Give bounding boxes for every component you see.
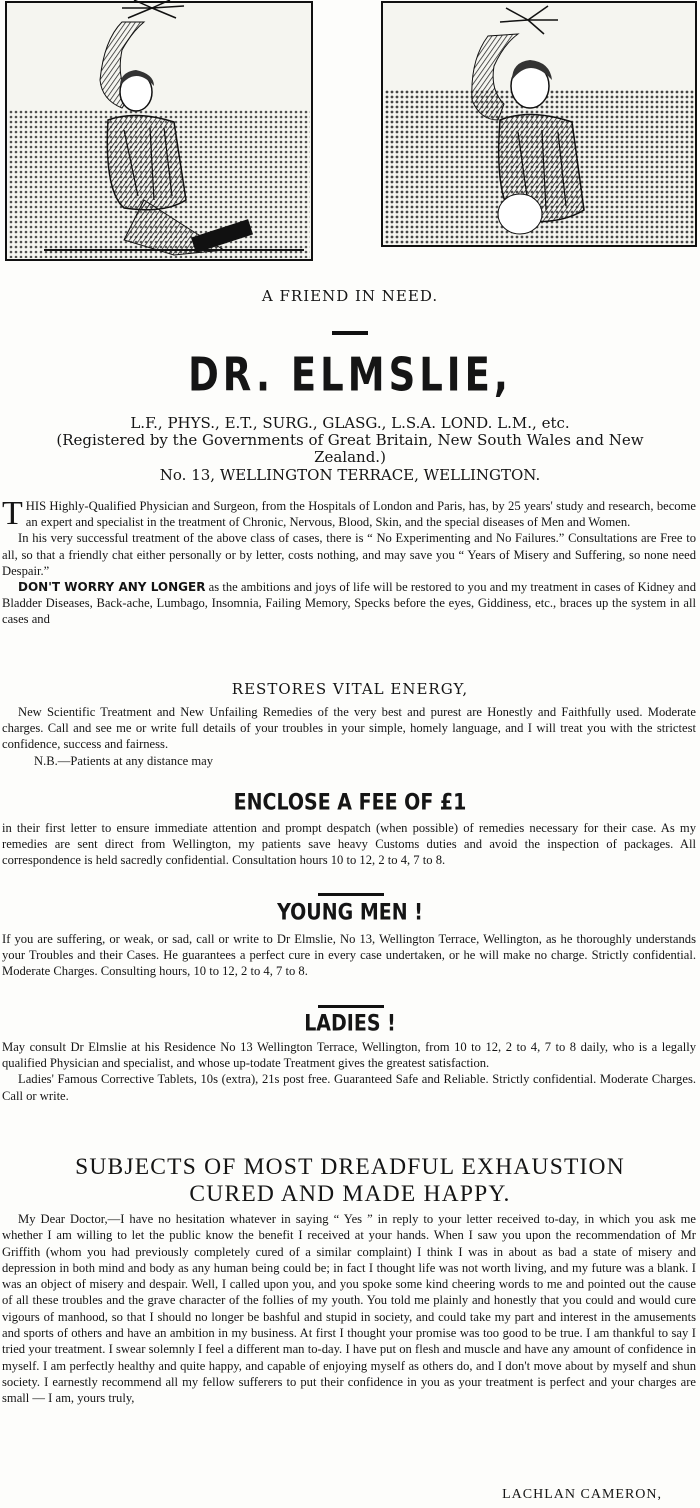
torch-figure-illustration-left (4, 0, 314, 262)
intro-paragraph: HIS Highly-Qualified Physician and Surgeon, from the Hospitals of London and Paris, has, by 25 years' study and research, become an expert and specialist in the treatment of Chronic, Nervous, Blood, Skin, and the special diseases of Men and Women. (25, 499, 696, 530)
signature-name: LACHLAN CAMERON, (502, 1487, 662, 1502)
registered-line: (Registered by the Governments of Great Britain, New South Wales and New (56, 431, 644, 449)
ladies-paragraph: May consult Dr Elmslie at his Residence No 13 Wellington Terrace, Wellington, from 10 to 12, 2 to 4, 7 to 8 daily, who is a legally qualified Physician and specialist, and whose up-todate Treatment gives the greatest satisfaction. (2, 1040, 696, 1071)
ladies-heading: LADIES ! (304, 1011, 396, 1037)
divider (318, 893, 384, 896)
torch-figure-illustration-right (380, 0, 698, 262)
intro-section (2, 495, 696, 628)
testimonial-letter (2, 1211, 696, 1407)
doctor-name-title: DR. ELMSLIE, (188, 348, 512, 402)
young-men-paragraph: If you are suffering, or weak, or sad, call or write to Dr Elmslie, No 13, Wellington Terrace, Wellington, as he thoroughly understands your Troubles and their Cases. He guarantees a perfect cure in every case undertaken, or he will make no charge. Strictly confidential. Moderate Charges. Consulting hours, 10 to 12, 2 to 4, 7 to 8. (2, 932, 696, 979)
dont-worry-paragraph (2, 579, 696, 628)
vital-energy-heading: RESTORES VITAL ENERGY, (231, 680, 469, 698)
dont-worry-lead: DON'T WORRY ANY LONGER (18, 580, 206, 595)
dont-worry-text: as the ambitions and joys of life will be restored to you and my treatment in cases of Kidney and Bladder Diseases, Back-ache, Lumbago, Insomnia, Failing Memory, Specks before the eyes, Giddiness, etc., braces up the system in all cases and (2, 580, 696, 627)
fee-paragraph: in their first letter to ensure immediate attention and prompt despatch (when possible) of remedies necessary for their case. As my remedies are sent direct from Wellington, my patients save heavy Customs duties and avoid the inspection of packages. All correspondence is held sacredly confidential. Consultation hours 10 to 12, 2 to 4, 7 to 8. (2, 821, 696, 868)
young-men-heading: YOUNG MEN ! (277, 900, 423, 926)
drop-cap: T (2, 495, 23, 532)
credentials-line: L.F., PHYS., E.T., SURG., GLASG., L.S.A. LOND. L.M., etc. (130, 414, 570, 432)
testimonial-subheading: CURED AND MADE HAPPY. (189, 1181, 511, 1207)
testimonial-heading: SUBJECTS OF MOST DREADFUL EXHAUSTION (75, 1154, 625, 1180)
registered-line-continued: Zealand.) (314, 448, 386, 466)
letter-text: My Dear Doctor,—I have no hesitation whatever in saying “ Yes ” in reply to your letter received to-day, in which you ask me whether I am willing to let the public know the benefit I received at your hands. When I saw you upon the recommendation of Mr Griffith (whom you had previously completely cured of a similar complaint) I think I was in about as bad a state of misery and depression in both mind and body as any human being could be; in fact I thought life was not worth living, and my future was a blank. I was an object of misery and despair. Well, I called upon you, and you spoke some kind cheering words to me and pointed out the cause of all these troubles and the grave character of the follies of my youth. You told me plainly and honestly that you could and would cure vigours of manhood, so that I should no longer be bashful and stupid in society, and could take my part and interest in the amusements and sports of others and have an ambition in my business. At first I thought your promise was too good to be true. I am thankful to say I tried your treatment. I swear solemnly I feel a different man to-day. I have put on flesh and muscle and have any amount of confidence in myself. I am perfectly healthy and quite happy, and capable of enjoying myself as others do, and I don't move about by myself and shun society. I earnestly recommend all my fellow sufferers to put their confidence in you as your treatment is perfect and your charges are small — I am, yours truly, (2, 1212, 696, 1406)
ladies-section (2, 1039, 696, 1104)
address-line: No. 13, WELLINGTON TERRACE, WELLINGTON. (159, 466, 541, 484)
divider (318, 1005, 384, 1008)
divider (332, 331, 368, 335)
treatment-paragraph: New Scientific Treatment and New Unfailing Remedies of the very best and purest are Honestly and Faithfully used. Moderate charges. Call and see me or write full details of your troubles in your simple, homely language, and I will treat you with the strictest confidence, success and fairness. (2, 705, 696, 752)
enclose-fee-heading: ENCLOSE A FEE OF £1 (233, 790, 467, 816)
vital-section (2, 704, 696, 769)
no-experimenting-paragraph: In his very successful treatment of the above class of cases, there is “ No Experimenting and No Failures.” Consultations are Free to all, so that a friendly chat either personally or by letter, costs nothing, and may save you “ Years of Misery and Suffering, so none need Despair.” (2, 531, 696, 578)
tablets-paragraph: Ladies' Famous Corrective Tablets, 10s (extra), 21s post free. Guaranteed Safe and Reliable. Strictly confidential. Moderate Charges. Call or write. (2, 1072, 696, 1103)
friend-in-need-heading: A FRIEND IN NEED. (261, 287, 439, 305)
nb-line: N.B.—Patients at any distance may (34, 753, 214, 768)
